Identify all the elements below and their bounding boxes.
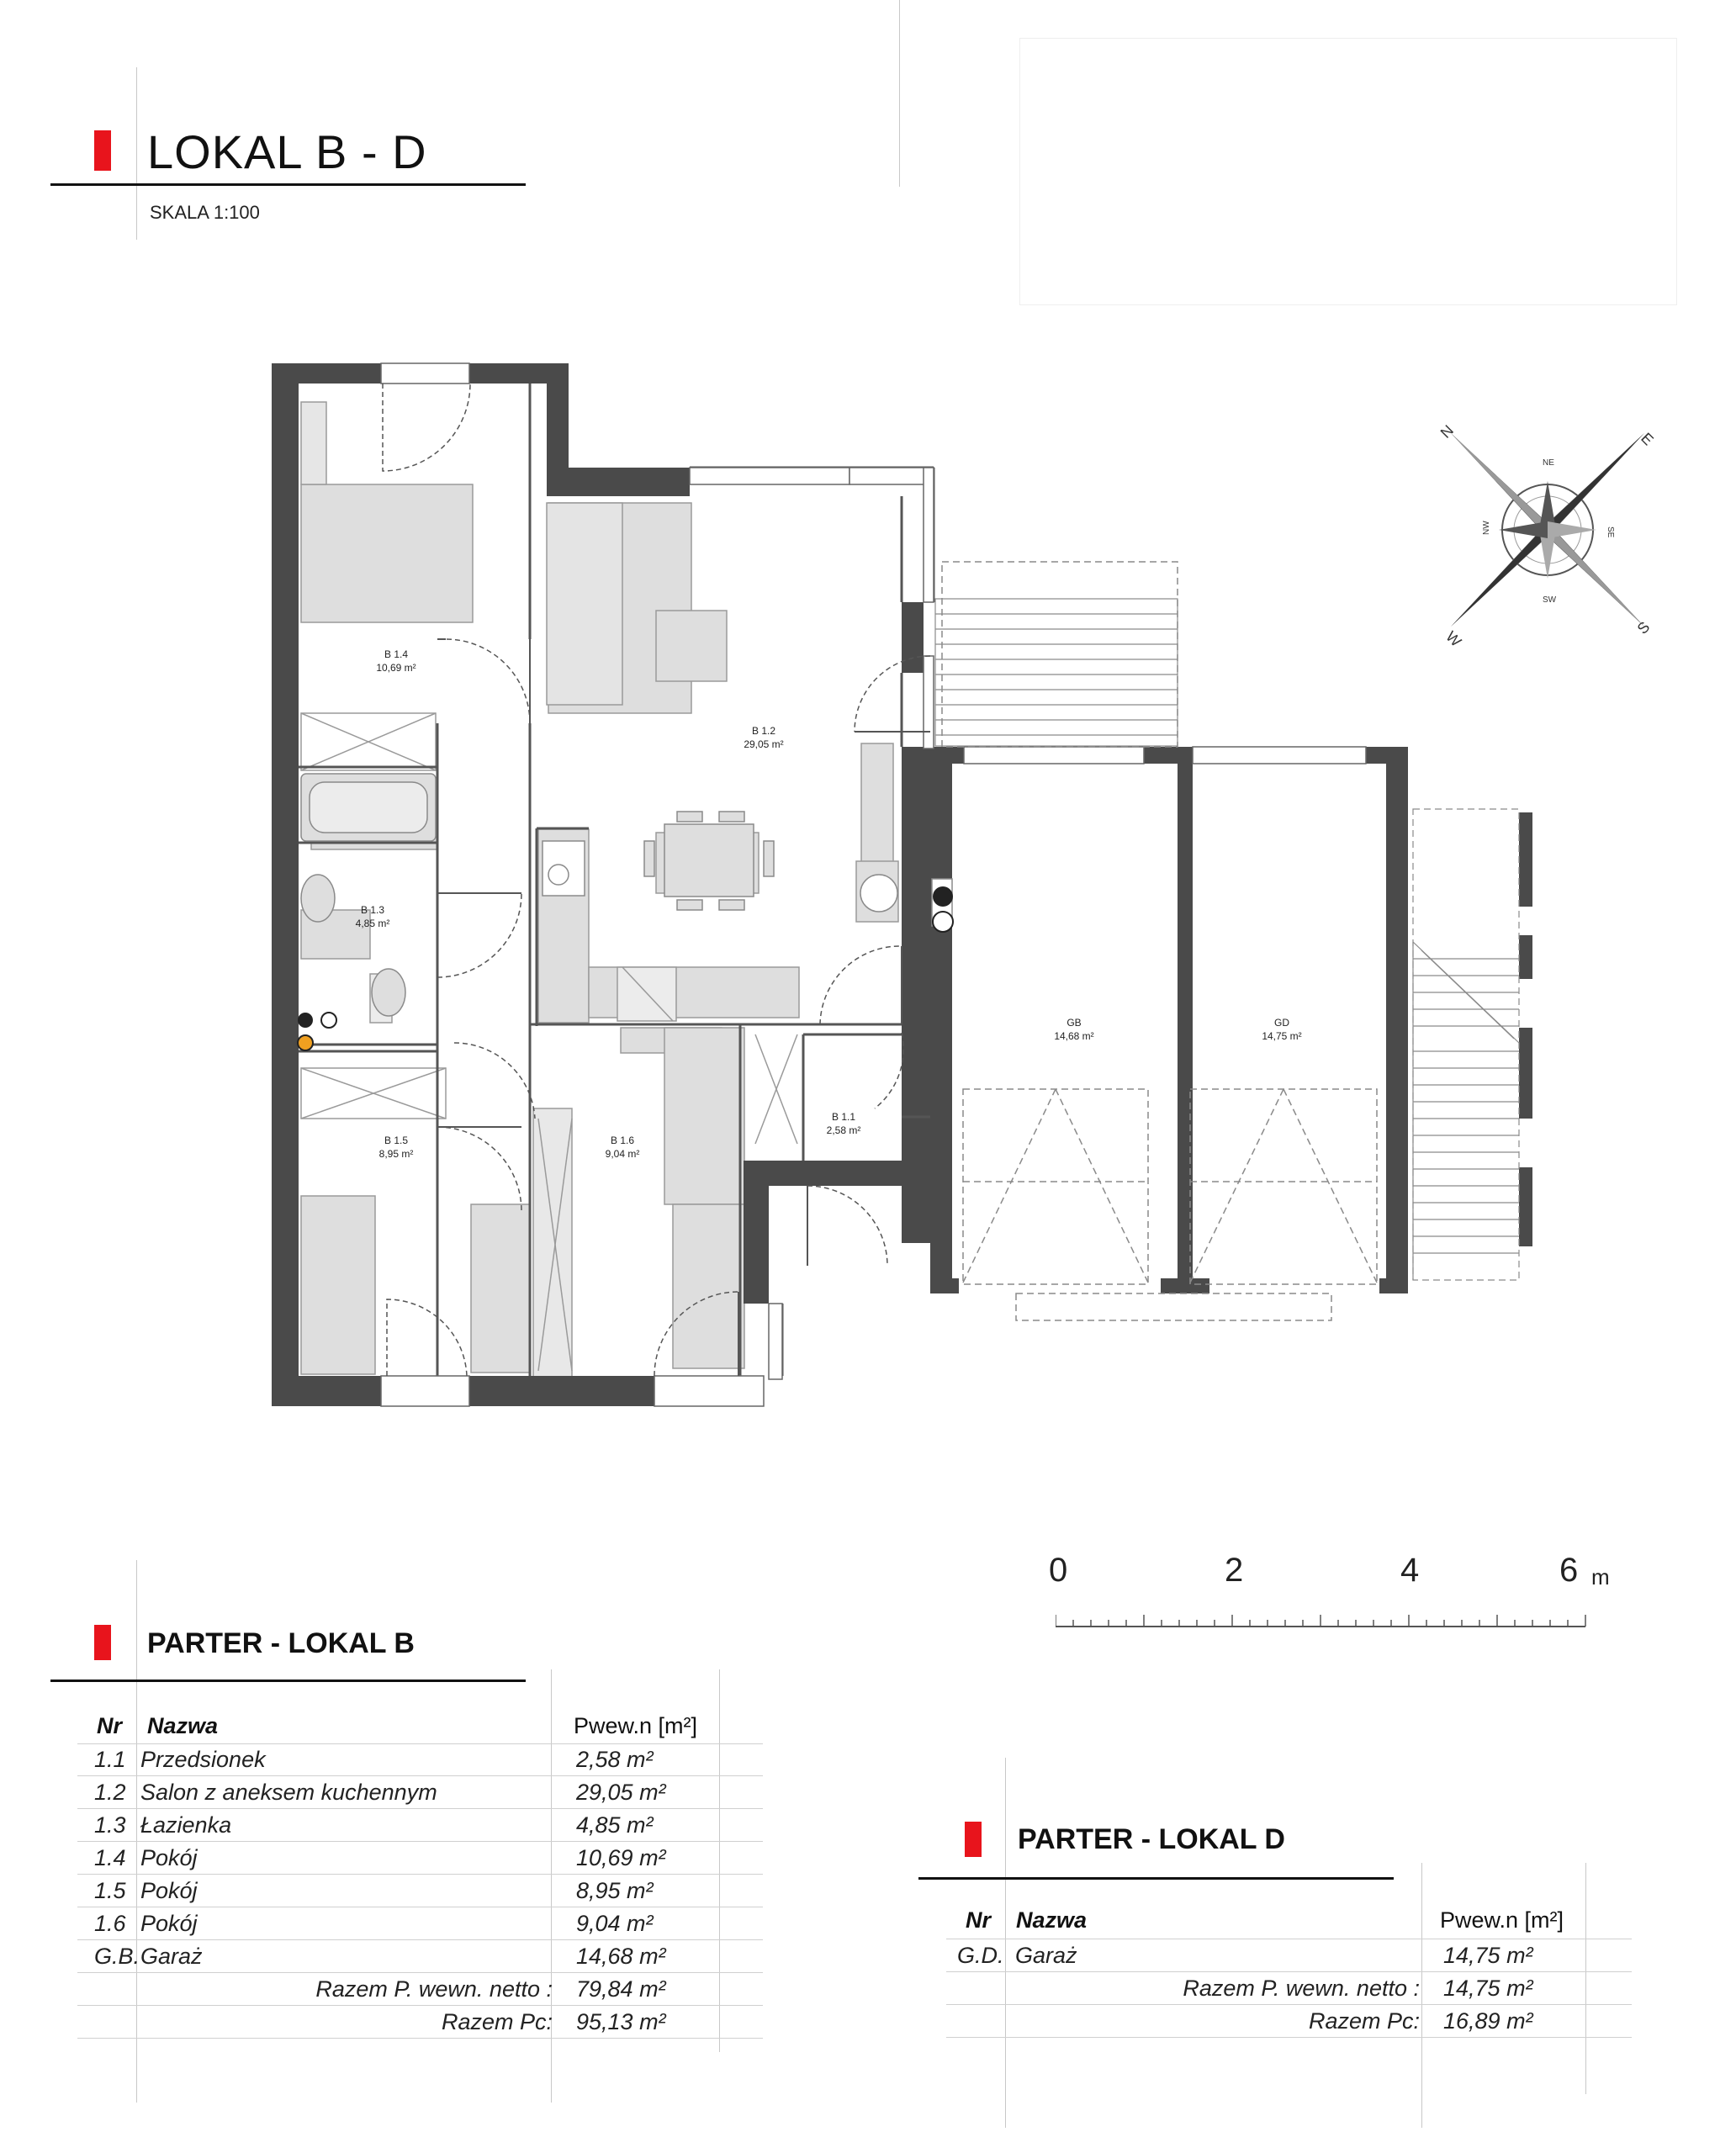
table-b-row-name: Salon z aneksem kuchennym: [140, 1780, 437, 1805]
table-b-row-nr: 1.3: [94, 1812, 126, 1838]
room-b15-id: B 1.5: [384, 1135, 409, 1146]
room-b16-area: 9,04 m²: [605, 1148, 640, 1160]
room-labels: [356, 648, 1302, 1160]
table-b-row-nr: 1.4: [94, 1845, 126, 1870]
compass-n: N: [1437, 421, 1458, 442]
table-b-row-line: [77, 1775, 763, 1776]
table-b-rule: [50, 1680, 526, 1682]
table-d-row-line: [946, 1971, 1632, 1972]
table-b-right-divider: [719, 1669, 720, 2052]
room-b13-id: B 1.3: [360, 904, 385, 916]
table-d-total-line: [946, 2037, 1632, 2038]
table-b-row-area: 4,85 m²: [576, 1812, 654, 1838]
table-d-total-label: Razem Pc:: [1308, 2008, 1420, 2034]
scalebar: [1056, 1606, 1594, 1633]
table-b-row-nr: 1.5: [94, 1878, 126, 1903]
table-b-header-area: Pwew.n [m²]: [574, 1713, 698, 1738]
scalebar-4: 4: [1400, 1552, 1420, 1589]
table-b-row-area: 2,58 m²: [576, 1747, 654, 1772]
table-b-total-line: [77, 2038, 763, 2039]
table-b-row-line: [77, 1841, 763, 1842]
table-b-row-nr: 1.6: [94, 1911, 126, 1936]
compass-sw: SW: [1543, 595, 1557, 605]
table-b-row-line: [77, 1874, 763, 1875]
table-b-row-area: 8,95 m²: [576, 1878, 654, 1903]
table-b-row-name: Przedsionek: [140, 1747, 266, 1772]
table-b-title: PARTER - LOKAL B: [147, 1627, 415, 1659]
compass-ne: NE: [1543, 458, 1554, 468]
scalebar-unit: m: [1591, 1564, 1610, 1590]
table-b-row-name: Garaż: [140, 1944, 203, 1969]
room-b11-area: 2,58 m²: [826, 1124, 861, 1136]
table-b-total-label: Razem P. wewn. netto :: [315, 1976, 553, 2002]
table-d-col-divider: [1421, 1863, 1422, 2128]
table-d-row-area: 14,75 m²: [1443, 1943, 1533, 1968]
scalebar-0: 0: [1049, 1552, 1068, 1589]
scale-label: SKALA 1:100: [150, 202, 260, 223]
room-b12-area: 29,05 m²: [744, 738, 784, 750]
room-gb-area: 14,68 m²: [1054, 1030, 1094, 1042]
table-b-header-nr: Nr: [97, 1713, 123, 1738]
room-b12-id: B 1.2: [751, 725, 776, 737]
table-b-row-line: [77, 1939, 763, 1940]
room-gd-area: 14,75 m²: [1262, 1030, 1302, 1042]
table-d-rule: [918, 1877, 1394, 1880]
table-d-row-nr: G.D.: [957, 1943, 1004, 1968]
table-d-header-name: Nazwa: [1016, 1907, 1088, 1933]
table-d-header-nr: Nr: [966, 1907, 992, 1933]
table-d-total-value: 16,89 m²: [1443, 2008, 1533, 2034]
table-b-row-name: Łazienka: [140, 1812, 232, 1838]
table-b-row-name: Pokój: [140, 1845, 198, 1870]
table-b-row-area: 29,05 m²: [576, 1780, 666, 1805]
table-b-row-area: 9,04 m²: [576, 1911, 654, 1936]
room-b14-area: 10,69 m²: [376, 662, 416, 674]
compass-rose: [1437, 421, 1657, 649]
table-b-row-name: Pokój: [140, 1911, 198, 1936]
room-b14-id: B 1.4: [384, 648, 409, 660]
room-gb-id: GB: [1066, 1017, 1082, 1029]
table-d-total-label: Razem P. wewn. netto :: [1183, 1976, 1420, 2001]
compass-w: W: [1442, 627, 1465, 650]
table-b-total-line: [77, 2005, 763, 2006]
room-b16-id: B 1.6: [610, 1135, 635, 1146]
table-d-divider: [1005, 1758, 1006, 2128]
table-b-total-value: 79,84 m²: [576, 1976, 666, 2002]
room-b11-id: B 1.1: [831, 1111, 856, 1123]
table-b-row-line: [77, 1972, 763, 1973]
table-b-row-nr: G.B.: [94, 1944, 140, 1969]
compass-e: E: [1638, 429, 1657, 449]
table-b-row-nr: 1.1: [94, 1747, 126, 1772]
table-d-total-line: [946, 2004, 1632, 2005]
compass-nw: NW: [1482, 521, 1491, 535]
table-d-right-divider: [1585, 1863, 1586, 2094]
table-b-row-area: 14,68 m²: [576, 1944, 666, 1969]
table-b-total-label: Razem Pc:: [441, 2009, 553, 2034]
table-b-marker: [94, 1625, 111, 1660]
compass-s: S: [1633, 618, 1654, 637]
scalebar-2: 2: [1225, 1552, 1244, 1589]
room-b13-area: 4,85 m²: [355, 918, 390, 929]
table-b-row-line: [77, 1808, 763, 1809]
room-gd-id: GD: [1274, 1017, 1289, 1029]
table-b-divider: [136, 1560, 137, 2103]
table-b-row-area: 10,69 m²: [576, 1845, 666, 1870]
table-d-title: PARTER - LOKAL D: [1018, 1823, 1285, 1855]
table-b-total-value: 95,13 m²: [576, 2009, 666, 2034]
table-d-row-name: Garaż: [1015, 1943, 1077, 1968]
table-d-header-area: Pwew.n [m²]: [1440, 1907, 1564, 1933]
table-b-row-nr: 1.2: [94, 1780, 126, 1805]
table-d-marker: [965, 1822, 982, 1857]
room-b15-area: 8,95 m²: [378, 1148, 414, 1160]
scalebar-6: 6: [1559, 1552, 1579, 1589]
table-d-total-value: 14,75 m²: [1443, 1976, 1533, 2001]
furniture: [301, 402, 898, 1378]
table-b-header-name: Nazwa: [147, 1713, 219, 1738]
page-title: LOKAL B - D: [147, 125, 427, 178]
table-b-row-name: Pokój: [140, 1878, 198, 1903]
compass-se: SE: [1606, 526, 1615, 538]
table-b-header-line: [77, 1743, 763, 1744]
